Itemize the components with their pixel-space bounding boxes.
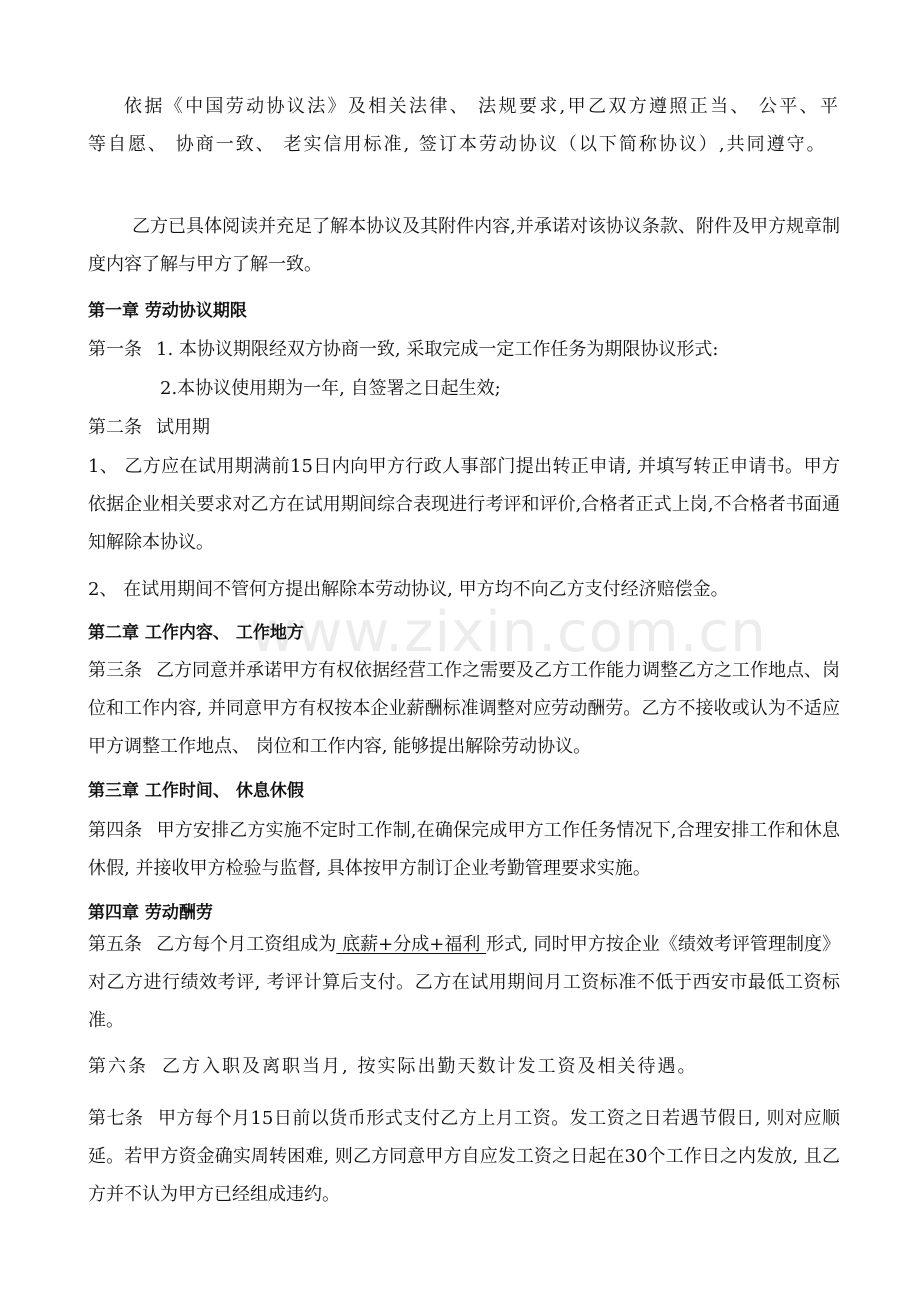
article-5-label: 第五条 bbox=[88, 934, 143, 955]
article-6-label: 第六条 bbox=[88, 1056, 148, 1077]
article-2-item-2: 2、 在试用期间不管何方提出解除本劳动协议, 甲方均不向乙方支付经济赔偿金。 bbox=[88, 579, 729, 600]
chapter-2-heading: 第二章 工作内容、 工作地方 bbox=[88, 623, 304, 643]
article-7 bbox=[88, 1100, 840, 1214]
article-6 bbox=[88, 1048, 840, 1086]
article-2-item-1: 1、 乙方应在试用期满前15日内向甲方行政人事部门提出转正申请, 并填写转正申请书。甲方依据企业相关要求对乙方在试用期间综合表现进行考评和评价,合格者正式上岗,不合格者书面通知解除本协议。 bbox=[88, 456, 840, 553]
article-2-label: 第二条 bbox=[88, 417, 142, 438]
preamble-text-2: 乙方已具体阅读并充足了解本协议及其附件内容,并承诺对该协议条款、附件及甲方规章制度内容了解与甲方了解一致。 bbox=[88, 216, 840, 275]
preamble-paragraph-2 bbox=[88, 208, 840, 284]
article-3-label: 第三条 bbox=[88, 660, 142, 681]
article-4 bbox=[88, 812, 840, 888]
article-5-text-before: 乙方每个月工资组成为 bbox=[156, 934, 337, 955]
watermark: www.zixin.com.cn bbox=[250, 600, 767, 665]
article-1-item-1: 1. 本协议期限经双方协商一致, 采取完成一定工作任务为期限协议形式: bbox=[156, 339, 719, 360]
article-6-text: 乙方入职及离职当月, 按实际出勤天数计发工资及相关待遇。 bbox=[162, 1056, 698, 1077]
article-1-item-2: 2.本协议使用期为一年, 自签署之日起生效; bbox=[160, 378, 501, 399]
chapter-1-heading: 第一章 劳动协议期限 bbox=[88, 301, 247, 321]
article-5-text-after: 形式, 同时甲方按企业《绩效考评管理制度》对乙方进行绩效考评, 考评计算后支付。乙方在试用期间月工资标准不低于西安市最低工资标准。 bbox=[88, 934, 841, 1031]
article-2-heading bbox=[88, 409, 840, 447]
article-1-label: 第一条 bbox=[88, 339, 142, 360]
article-3-text: 乙方同意并承诺甲方有权依据经营工作之需要及乙方工作能力调整乙方之工作地点、岗位和工作内容, 并同意甲方有权按本企业薪酬标准调整对应劳动酬劳。乙方不接收或认为不适应甲方调整工作地点、 岗位和工作内容, 能够提出解除劳动协议。 bbox=[88, 660, 840, 757]
article-4-label: 第四条 bbox=[88, 820, 143, 841]
preamble-text-1: 依据《中国劳动协议法》及相关法律、 法规要求,甲乙双方遵照正当、 公平、平等自愿、 协商一致、 老实信用标准, 签订本劳动协议（以下简称协议）,共同遵守。 bbox=[88, 96, 840, 155]
article-2-title: 试用期 bbox=[156, 417, 210, 438]
article-4-text: 甲方安排乙方实施不定时工作制,在确保完成甲方工作任务情况下,合理安排工作和休息休假, 并接收甲方检验与监督, 具体按甲方制订企业考勤管理要求实施。 bbox=[88, 820, 840, 879]
article-1 bbox=[88, 331, 840, 369]
chapter-3-heading: 第三章 工作时间、 休息休假 bbox=[88, 781, 304, 801]
preamble-paragraph-1 bbox=[88, 88, 840, 164]
salary-structure-fill-in: 底薪+分成+福利 bbox=[336, 934, 487, 955]
article-7-text: 甲方每个月15日前以货币形式支付乙方上月工资。发工资之日若遇节假日, 则对应顺延。若甲方资金确实周转困难, 则乙方同意甲方自应发工资之日起在30个工作日之内发放, 且乙方并不认为甲方已经组成违约。 bbox=[88, 1108, 840, 1205]
article-5 bbox=[88, 926, 840, 1040]
article-1-item-2-line bbox=[88, 370, 840, 408]
article-3 bbox=[88, 652, 840, 766]
article-7-label: 第七条 bbox=[88, 1108, 144, 1129]
chapter-4-heading: 第四章 劳动酬劳 bbox=[88, 903, 213, 923]
